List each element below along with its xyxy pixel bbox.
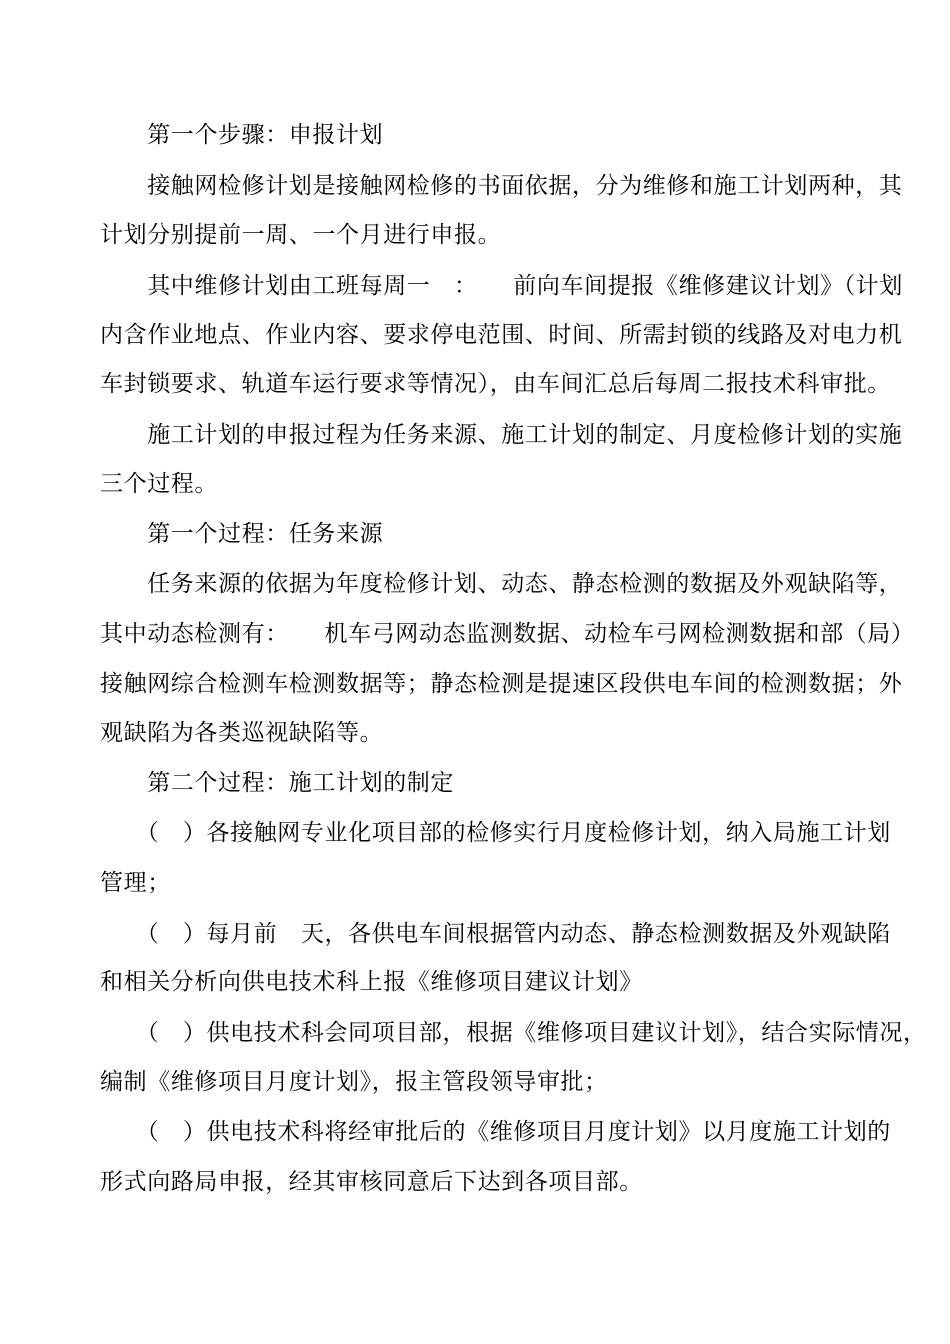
list-item-line: 和相关分析向供电技术科上报《维修项目建议计划》 bbox=[100, 969, 643, 995]
list-item-line: （ ）供电技术科将经审批后的《维修项目月度计划》以月度施工计划的 bbox=[100, 1119, 891, 1145]
paragraph-line: 三个过程。 bbox=[100, 471, 218, 497]
paragraph-line: 其中维修计划由工班每周一 ： 前向车间提报《维修建议计划》（计划 bbox=[100, 273, 903, 299]
list-item-line: （ ）供电技术科会同项目部，根据《维修项目建议计划》，结合实际情况， bbox=[100, 1020, 927, 1046]
paragraph-line: 观缺陷为各类巡视缺陷等。 bbox=[100, 720, 384, 746]
list-item-line: 管理； bbox=[100, 870, 171, 896]
list-item-line: （ ）每月前 天，各供电车间根据管内动态、静态检测数据及外观缺陷 bbox=[100, 921, 891, 947]
list-item-line: 编制《维修项目月度计划》，报主管段领导审批； bbox=[100, 1069, 608, 1095]
paragraph-line: 接触网综合检测车检测数据等；静态检测是提速区段供电车间的检测数据；外 bbox=[100, 671, 903, 697]
paragraph-line: 内含作业地点、作业内容、要求停电范围、时间、所需封锁的线路及对电力机 bbox=[100, 322, 903, 348]
list-item-line: 形式向路局申报，经其审核同意后下达到各项目部。 bbox=[100, 1169, 643, 1195]
paragraph-line: 车封锁要求、轨道车运行要求等情况），由车间汇总后每周二报技术科审批。 bbox=[100, 371, 891, 397]
paragraph-line: 施工计划的申报过程为任务来源、施工计划的制定、月度检修计划的实施 bbox=[100, 422, 903, 448]
step-heading: 第一个步骤：申报计划 bbox=[100, 122, 384, 148]
paragraph-line: 计划分别提前一周、一个月进行申报。 bbox=[100, 222, 502, 248]
paragraph-line: 其中动态检测有： 机车弓网动态监测数据、动检车弓网检测数据和部（局） bbox=[100, 621, 915, 647]
paragraph-line: 接触网检修计划是接触网检修的书面依据，分为维修和施工计划两种，其 bbox=[100, 173, 903, 199]
list-item-line: （ ）各接触网专业化项目部的检修实行月度检修计划，纳入局施工计划 bbox=[100, 820, 891, 846]
paragraph-line: 任务来源的依据为年度检修计划、动态、静态检测的数据及外观缺陷等， bbox=[100, 571, 903, 597]
process-heading: 第一个过程：任务来源 bbox=[100, 521, 384, 547]
process-heading: 第二个过程：施工计划的制定 bbox=[100, 770, 454, 796]
